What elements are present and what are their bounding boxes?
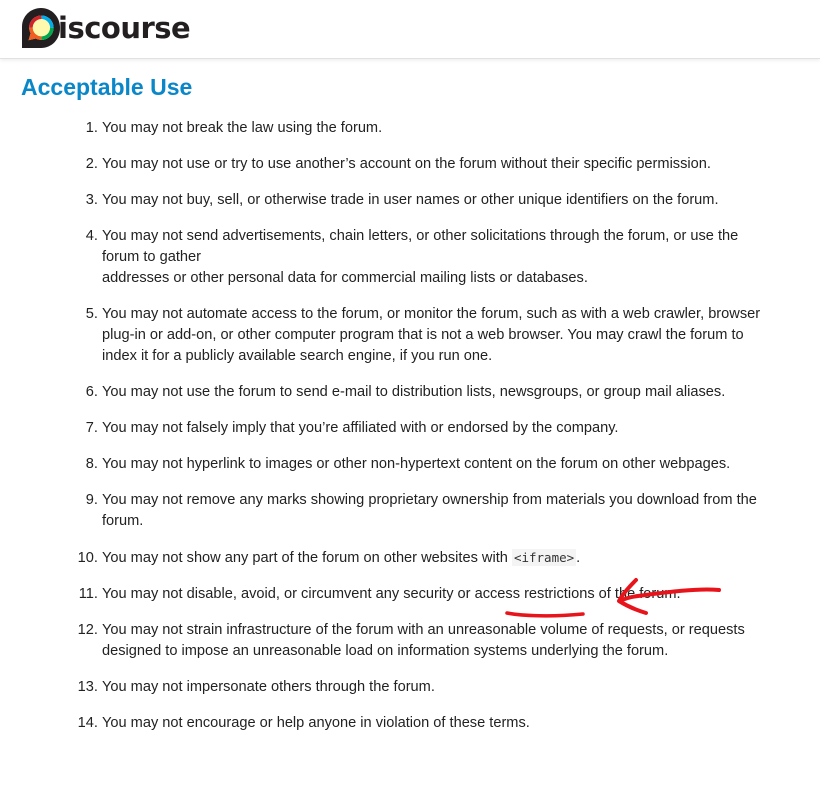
discourse-logo[interactable] [21,7,190,49]
list-item: 5. You may not automate access to the forum, or monitor the forum, such as with a web crawler, browser plug-in or add-on, or other computer program that is not a web browser. You may crawl the forum to index it for a publicly available search engine, if you run one. [102,304,766,367]
list-item: 1. You may not break the law using the forum. [102,118,766,139]
acceptable-use-list [60,118,766,749]
list-item: 9. You may not remove any marks showing proprietary ownership from materials you download from the forum. [102,490,766,532]
list-item: 13. You may not impersonate others through the forum. [102,677,766,698]
list-item: 11. You may not disable, avoid, or circumvent any security or access restrictions of the forum. [102,584,766,605]
list-item: 12. You may not strain infrastructure of the forum with an unreasonable volume of requests, or requests designed to impose an unreasonable load on information systems underlying the forum. [102,620,766,662]
page-title: Acceptable Use [21,74,193,100]
iframe-code: <iframe> [513,550,575,565]
list-item: 10. You may not show any part of the forum on other websites with <iframe> . [102,547,766,569]
list-item: 2. You may not use or try to use another’s account on the forum without their specific permission. [102,154,766,175]
discourse-logo-icon [21,7,61,49]
list-item: 4. You may not send advertisements, chain letters, or other solicitations through the forum, or use the forum to gather addresses or other personal data for commercial mailing lists or databases. [102,226,766,289]
site-header [0,0,820,59]
list-item: 8. You may not hyperlink to images or other non-hypertext content on the forum on other webpages. [102,454,766,475]
list-item: 3. You may not buy, sell, or otherwise trade in user names or other unique identifiers on the forum. [102,190,766,211]
list-item: 14. You may not encourage or help anyone in violation of these terms. [102,713,766,734]
logo-wordmark: iscourse [58,11,191,45]
list-item: 6. You may not use the forum to send e-mail to distribution lists, newsgroups, or group mail aliases. [102,382,766,403]
list-item: 7. You may not falsely imply that you’re affiliated with or endorsed by the company. [102,418,766,439]
